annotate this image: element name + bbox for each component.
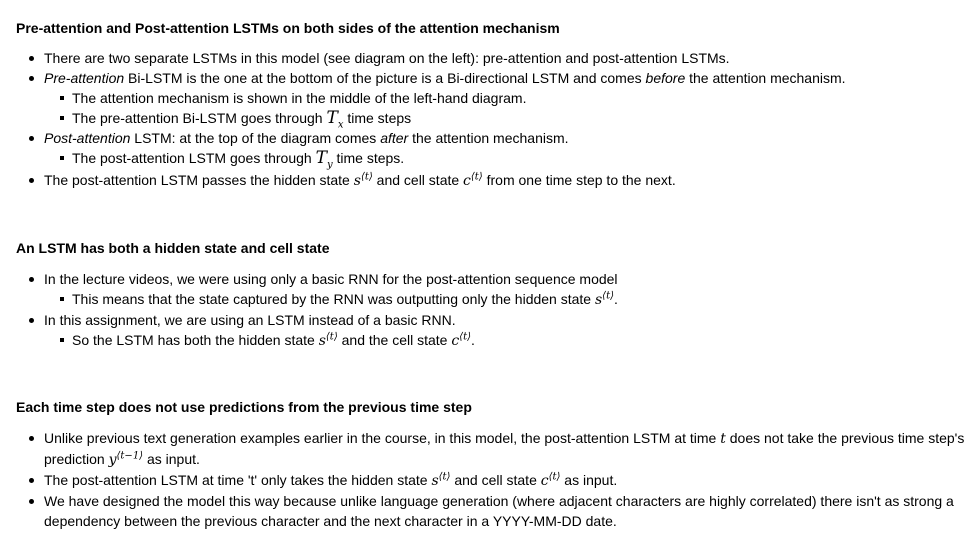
list-item: Pre-attention Bi-LSTM is the one at the bottom of the picture is a Bi-directional LSTM and comes before the attention mechanism. The attention mechanism is shown in the middle of the left-hand diagram. The pre-attention Bi-LSTM goes through $T_x$ time steps — [16, 68, 968, 128]
math-symbol: $s^{⟨t⟩}$ — [353, 171, 373, 189]
list-item: There are two separate LSTMs in this model (see diagram on the left): pre-attention and post-attention LSTMs. — [16, 48, 968, 68]
list-item: In the lecture videos, we were using only a basic RNN for the post-attention sequence model This means that the state captured by the RNN was outputting only the hidden state $s^{⟨t⟩}$. — [16, 269, 968, 310]
bullet-list — [16, 269, 968, 351]
math-symbol: $s^{⟨t⟩}$ — [431, 471, 451, 489]
math-symbol: $s^{⟨t⟩}$ — [594, 290, 614, 308]
section-pre-post-attention — [16, 19, 968, 191]
section-heading: Pre-attention and Post-attention LSTMs on both sides of the attention mechanism — [16, 20, 560, 36]
math-symbol: $T_x$ — [326, 108, 344, 131]
list-item: The post-attention LSTM goes through $T_y$ time steps. — [44, 148, 968, 168]
list-item: In this assignment, we are using an LSTM instead of a basic RNN. So the LSTM has both the hidden state $s^{⟨t⟩}$ and the cell state $c^{⟨t⟩}$. — [16, 310, 968, 351]
list-item: Unlike previous text generation examples earlier in the course, in this model, the post-attention LSTM at time t does not take the previous time step's prediction $y^{⟨t-1⟩}$ as input. — [16, 428, 968, 470]
bullet-list — [16, 48, 968, 191]
math-symbol: $y^{⟨t-1⟩}$ — [108, 450, 144, 468]
list-item: This means that the state captured by the RNN was outputting only the hidden state $s^{⟨t⟩}$. — [44, 289, 968, 310]
math-symbol: t — [720, 431, 726, 447]
list-item: The attention mechanism is shown in the middle of the left-hand diagram. — [44, 88, 968, 108]
math-symbol: $c^{⟨t⟩}$ — [540, 471, 561, 489]
section-no-previous-predictions — [16, 398, 968, 531]
sub-list — [44, 289, 968, 310]
math-symbol: $c^{⟨t⟩}$ — [463, 171, 483, 189]
math-symbol: $c^{⟨t⟩}$ — [451, 331, 472, 349]
math-symbol: $s^{⟨t⟩}$ — [318, 331, 338, 349]
list-item: The pre-attention Bi-LSTM goes through $T_x$ time steps — [44, 108, 968, 128]
bullet-list — [16, 428, 968, 531]
list-item: The post-attention LSTM passes the hidden state $s^{⟨t⟩}$ and cell state $c^{⟨t⟩}$ from one time step to the next. — [16, 170, 968, 191]
list-item: The post-attention LSTM at time 't' only takes the hidden state $s^{⟨t⟩}$ and cell state $c^{⟨t⟩}$ as input. — [16, 470, 968, 491]
math-symbol: $T_y$ — [315, 148, 333, 171]
sub-list — [44, 88, 968, 131]
list-item: We have designed the model this way because unlike language generation (where adjacent characters are highly correlated) there isn't as strong a dependency between the previous character and the next character in a YYYY-MM-DD date. — [16, 491, 968, 531]
section-heading: Each time step does not use predictions from the previous time step — [16, 399, 472, 415]
sub-list — [44, 330, 968, 351]
section-lstm-states — [16, 239, 968, 351]
section-heading: An LSTM has both a hidden state and cell state — [16, 240, 330, 256]
list-item: Post-attention LSTM: at the top of the diagram comes after the attention mechanism. The post-attention LSTM goes through $T_y$ time steps. — [16, 128, 968, 168]
list-item: So the LSTM has both the hidden state $s^{⟨t⟩}$ and the cell state $c^{⟨t⟩}$. — [44, 330, 968, 351]
